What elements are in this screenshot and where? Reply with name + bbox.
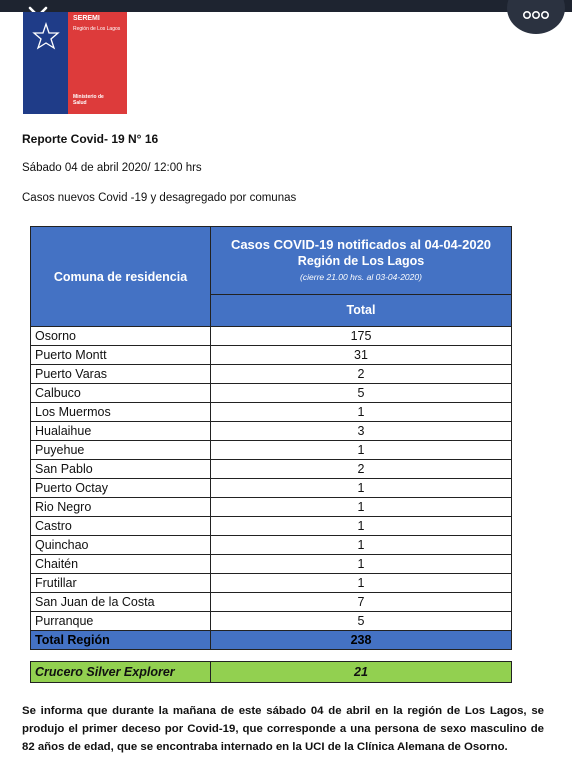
comuna-cell: San Pablo xyxy=(31,460,211,479)
total-cell: 2 xyxy=(211,365,512,384)
comuna-cell: Puyehue xyxy=(31,441,211,460)
total-cell: 1 xyxy=(211,517,512,536)
comuna-cell: Puerto Varas xyxy=(31,365,211,384)
total-cell: 31 xyxy=(211,346,512,365)
total-cell: 5 xyxy=(211,384,512,403)
total-cell: 1 xyxy=(211,403,512,422)
total-cell: 1 xyxy=(211,479,512,498)
total-cell: 2 xyxy=(211,460,512,479)
logo-blue-band xyxy=(23,12,68,114)
table-row xyxy=(31,517,512,536)
cruise-value: 21 xyxy=(211,662,512,683)
report-title: Reporte Covid- 19 N° 16 xyxy=(22,132,159,146)
comuna-cell: Puerto Montt xyxy=(31,346,211,365)
table-row xyxy=(31,612,512,631)
total-label: Total Región xyxy=(31,631,211,650)
table-row xyxy=(31,441,512,460)
more-options-button[interactable] xyxy=(507,0,565,34)
total-row xyxy=(31,631,512,650)
table-row xyxy=(31,346,512,365)
header-cases-line2: Región de Los Lagos xyxy=(297,254,425,269)
table-row xyxy=(31,498,512,517)
total-cell: 1 xyxy=(211,536,512,555)
table-row xyxy=(31,384,512,403)
table-row xyxy=(31,555,512,574)
more-options-icon xyxy=(522,10,550,20)
table-row xyxy=(31,574,512,593)
table-row xyxy=(31,536,512,555)
comuna-cell: Chaitén xyxy=(31,555,211,574)
logo-red-band xyxy=(68,12,127,114)
comuna-cell: Purranque xyxy=(31,612,211,631)
comuna-cell: Hualaihue xyxy=(31,422,211,441)
header-cases-line1: Casos COVID-19 notificados al 04-04-2020 xyxy=(230,237,492,253)
cruise-label: Crucero Silver Explorer xyxy=(31,662,211,683)
total-cell: 7 xyxy=(211,593,512,612)
table-row xyxy=(31,593,512,612)
total-cell: 1 xyxy=(211,555,512,574)
table-row xyxy=(31,479,512,498)
col-header-total: Total xyxy=(211,294,512,326)
total-cell: 5 xyxy=(211,612,512,631)
table-row xyxy=(31,460,512,479)
table-row xyxy=(31,403,512,422)
report-subtitle: Casos nuevos Covid -19 y desagregado por comunas xyxy=(22,192,297,204)
comuna-cell: Calbuco xyxy=(31,384,211,403)
header-cases-note: (cierre 21.00 hrs. al 03-04-2020) xyxy=(300,272,422,283)
comuna-cell: Castro xyxy=(31,517,211,536)
col-header-cases xyxy=(211,227,512,295)
total-cell: 1 xyxy=(211,498,512,517)
total-cell: 1 xyxy=(211,574,512,593)
logo-ministry-line1: Ministerio de xyxy=(73,94,104,100)
logo-ministry-text xyxy=(73,94,104,106)
footer-note: Se informa que durante la mañana de este sábado 04 de abril en la región de Los Lagos, se produjo el primer deceso por Covid-19, que corresponde a una persona de sexo masculino de 82 años de edad, que se encontraba internado en la UCI de la Clínica Alemana de Osorno. xyxy=(22,705,544,753)
comuna-cell: Quinchao xyxy=(31,536,211,555)
cruise-row xyxy=(31,662,512,683)
chile-emblem-icon xyxy=(31,22,61,52)
logo-ministry-line2: Salud xyxy=(73,100,87,106)
comuna-cell: San Juan de la Costa xyxy=(31,593,211,612)
report-datetime: Sábado 04 de abril 2020/ 12:00 hrs xyxy=(22,162,202,174)
comuna-cell: Los Muermos xyxy=(31,403,211,422)
total-value: 238 xyxy=(211,631,512,650)
total-cell: 3 xyxy=(211,422,512,441)
seremi-logo xyxy=(23,12,127,114)
logo-region-text: Región de Los Lagos xyxy=(73,26,121,32)
total-cell: 1 xyxy=(211,441,512,460)
cases-table xyxy=(30,226,512,650)
col-header-comuna: Comuna de residencia xyxy=(31,227,211,327)
table-row xyxy=(31,327,512,346)
comuna-cell: Osorno xyxy=(31,327,211,346)
comuna-cell: Rio Negro xyxy=(31,498,211,517)
top-bar xyxy=(0,0,572,12)
comuna-cell: Puerto Octay xyxy=(31,479,211,498)
table-row xyxy=(31,365,512,384)
cruise-table xyxy=(30,661,512,683)
comuna-cell: Frutillar xyxy=(31,574,211,593)
table-row xyxy=(31,422,512,441)
logo-seremi-text: SEREMI xyxy=(73,15,100,22)
total-cell: 175 xyxy=(211,327,512,346)
